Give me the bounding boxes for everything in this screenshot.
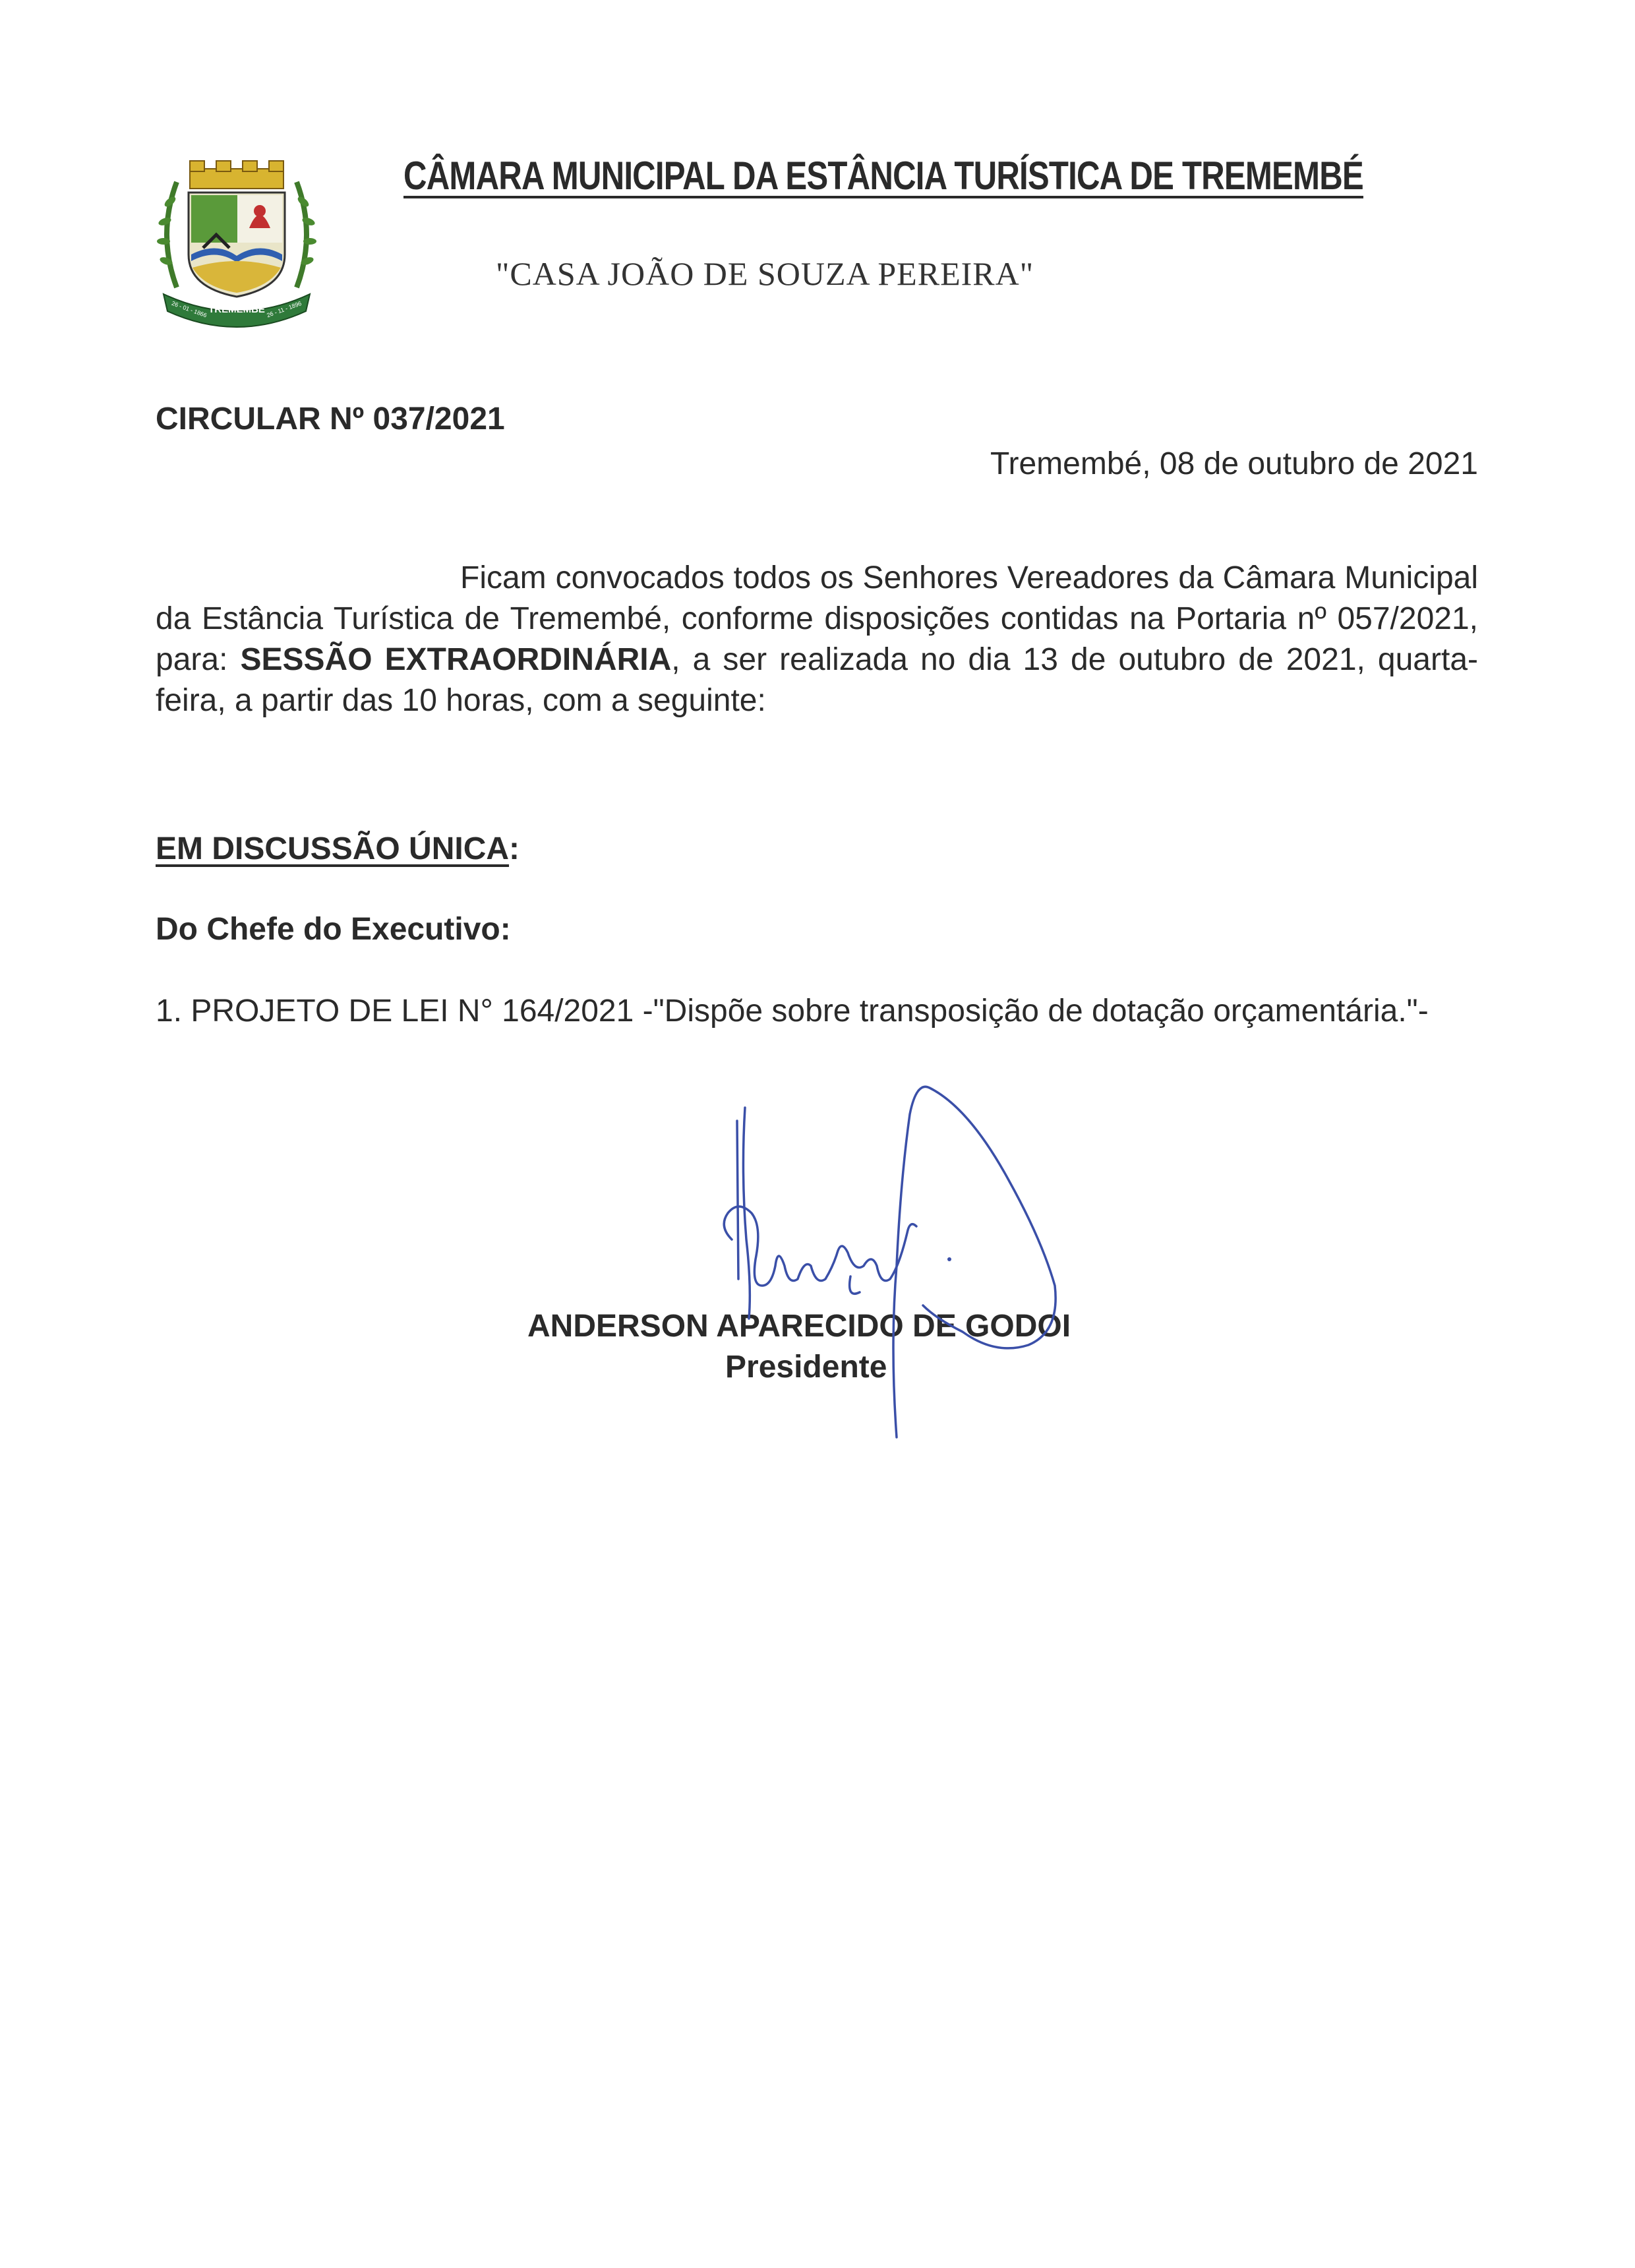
institution-subtitle: "CASA JOÃO DE SOUZA PEREIRA" <box>496 255 1034 292</box>
municipal-crest-icon <box>150 156 323 328</box>
handwritten-signature <box>699 1068 1068 1450</box>
agenda-heading <box>156 831 520 867</box>
signer-name: ANDERSON APARECIDO DE GODOI <box>527 1309 1071 1344</box>
agenda-heading-suffix: : <box>509 831 520 866</box>
agenda-heading-text: EM DISCUSSÃO ÚNICA <box>156 831 510 866</box>
signer-title: Presidente <box>725 1350 887 1385</box>
agenda-subheading: Do Chefe do Executivo: <box>156 912 511 947</box>
crest-right-date: 26 - 11 - 1896 <box>266 300 303 319</box>
convocation-text-part2: , a ser realizada no dia 13 de outubro de 2021, quarta-feira, a partir das 10 horas, com a seguinte: <box>156 642 1478 718</box>
crest-banner-text: TREMEMBÉ <box>208 304 265 315</box>
crest-left-date: 26 - 01 - 1866 <box>170 299 208 319</box>
convocation-text-part1: Ficam convocados todos os Senhores Vereadores da Câmara Municipal da Estância Turística de Tremembé, conforme disposições contidas na Portaria nº 057/2021, para: <box>156 560 1478 677</box>
institution-title: CÂMARA MUNICIPAL DA ESTÂNCIA TURÍSTICA DE TREMEMBÉ <box>403 154 1363 198</box>
agenda-item: 1. PROJETO DE LEI N° 164/2021 -"Dispõe sobre transposição de dotação orçamentária."- <box>156 994 1429 1029</box>
circular-number: CIRCULAR Nº 037/2021 <box>156 402 505 436</box>
document-date: Tremembé, 08 de outubro de 2021 <box>990 446 1478 481</box>
convocation-paragraph <box>156 558 1478 721</box>
session-type: SESSÃO EXTRAORDINÁRIA <box>240 642 672 677</box>
